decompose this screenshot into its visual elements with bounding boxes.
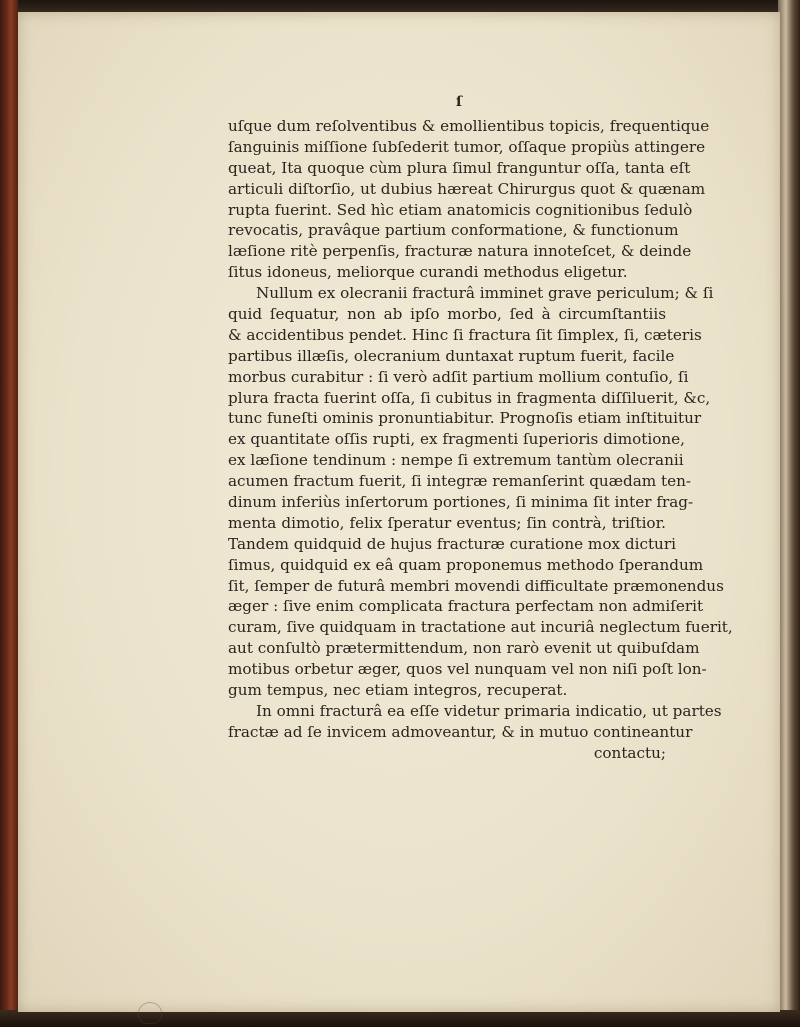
text-line: fractæ ad ſe invicem admoveantur, & in mutuo contineantur <box>228 722 693 741</box>
text-line: motibus orbetur æger, quos vel nunquam vel non niſi poſt lon- <box>228 660 707 679</box>
paragraph-start-line: In omni fracturâ ea eſſe videtur primaria indicatio, ut partes <box>256 701 722 720</box>
text-line: quid ſequatur, non ab ipſo morbo, ſed à circumſtantiis <box>228 305 666 324</box>
catchword-line: contactu; <box>593 743 666 762</box>
text-line: læſione ritè perpenſis, fracturæ natura innoteſcet, & deinde <box>228 242 692 261</box>
text-line: Tandem quidquid de hujus fracturæ curatione mox dicturi <box>228 534 676 553</box>
text-line: curam, ſive quidquam in tractatione aut incuriâ neglectum fuerit, <box>228 618 733 637</box>
text-line: ex læſione tendinum : nempe ſi extremum tantùm olecranii <box>228 451 684 470</box>
paragraph-start-line: Nullum ex olecranii fracturâ imminet grave periculum; & ſi <box>256 284 714 303</box>
text-line: dinum inferiùs inſertorum portiones, ſi minima ſit inter frag- <box>228 493 694 512</box>
text-line: revocatis, pravâque partium conformatione, & functionum <box>228 221 679 240</box>
binding-frame-right <box>778 0 800 1027</box>
text-line: tunc funeſti ominis pronuntiabitur. Prognoſis etiam inſtituitur <box>228 409 702 428</box>
text-line: rupta fuerint. Sed hìc etiam anatomicis cognitionibus ſedulò <box>228 200 693 219</box>
text-line: morbus curabitur : ſi verò adſit partium mollium contuſio, ſi <box>228 367 689 386</box>
text-line: articuli diſtorſio, ut dubius hæreat Chirurgus quot & quænam <box>228 179 706 198</box>
body-text <box>228 116 733 764</box>
text-line: partibus illæſis, olecranium duntaxat ruptum fuerit, facile <box>228 346 675 365</box>
text-line: ſanguinis miſſione ſubſederit tumor, oſſaque propiùs attingere <box>228 137 706 156</box>
text-line: æger : ſive enim complicata fractura perfectam non admiſerit <box>228 597 704 616</box>
text-line: plura fracta fuerint oſſa, ſi cubitus in fragmenta diſſiluerit, &c, <box>228 388 711 407</box>
text-line: & accidentibus pendet. Hinc ſi fractura ſit ſimplex, ſi, cæteris <box>228 325 702 344</box>
signature-mark: ſ <box>456 94 463 110</box>
text-line: ſimus, quidquid ex eâ quam proponemus methodo ſperandum <box>228 555 704 574</box>
paper-stain <box>138 1002 162 1024</box>
text-line: ſit, ſemper de futurâ membri movendi difficultate præmonendus <box>228 576 724 595</box>
text-line: queat, Ita quoque cùm plura ſimul franguntur oſſa, tanta eſt <box>228 158 691 177</box>
binding-frame-bottom <box>0 1010 800 1027</box>
text-line: menta dimotio, felix ſperatur eventus; ſin contrà, triſtior. <box>228 513 666 532</box>
binding-frame-left <box>0 0 18 1027</box>
text-line: gum tempus, nec etiam integros, recuperat. <box>228 681 568 700</box>
text-line: ex quantitate oſſis rupti, ex fragmenti ſuperioris dimotione, <box>228 430 685 449</box>
text-line: uſque dum reſolventibus & emollientibus topicis, frequentique <box>228 117 710 135</box>
text-line: acumen fractum fuerit, ſi integræ remanſerint quædam ten- <box>228 472 691 491</box>
text-line: ſitus idoneus, meliorque curandi methodus eligetur. <box>228 263 628 282</box>
text-line: aut conſultò prætermittendum, non rarò evenit ut quibuſdam <box>228 639 700 658</box>
